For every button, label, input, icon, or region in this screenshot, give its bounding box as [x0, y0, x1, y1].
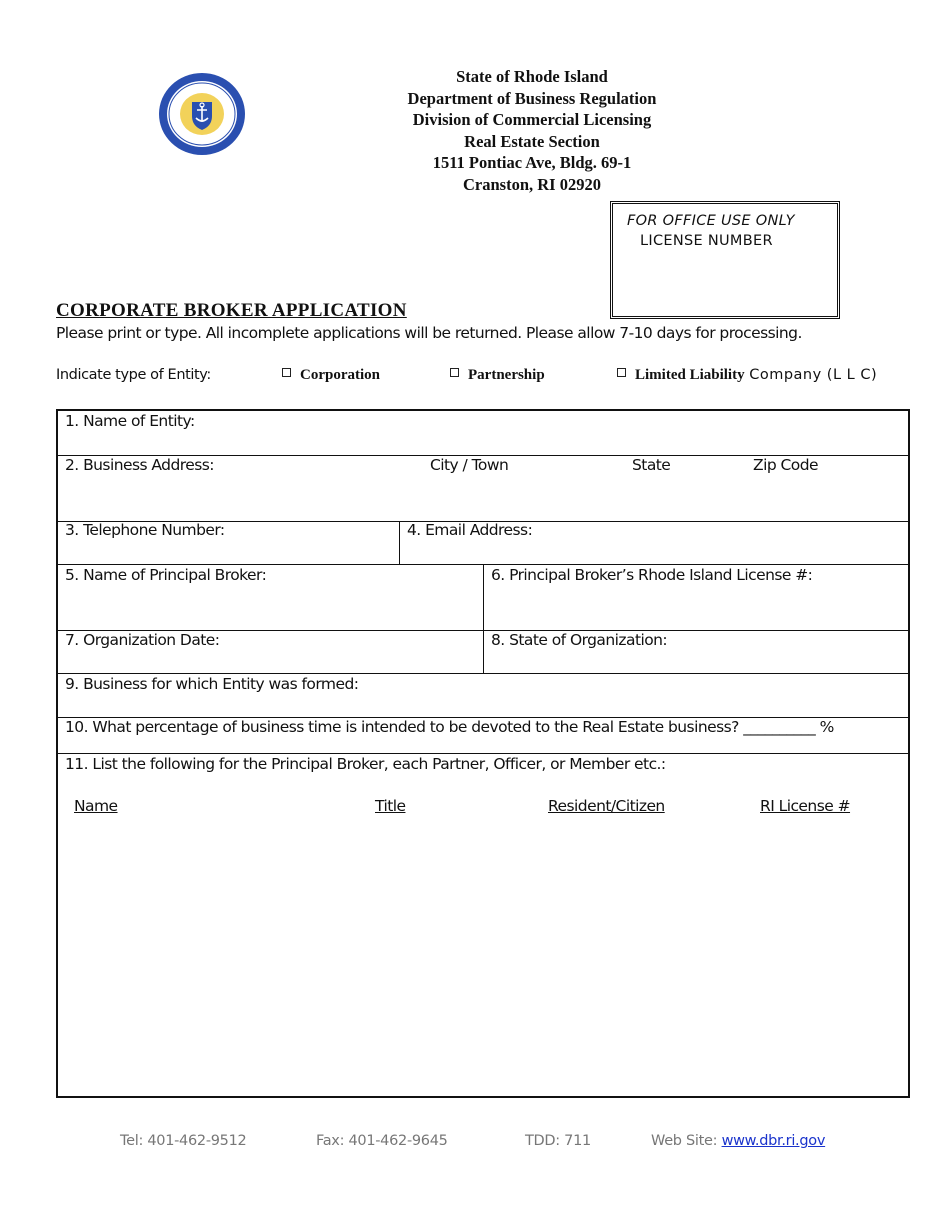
field-percentage-business-time[interactable]: 10. What percentage of business time is intended to be devoted to the Real Estate business? __________ % — [65, 718, 834, 736]
column-header-resident-citizen: Resident/Citizen — [548, 797, 665, 815]
llc-suffix: Company (L L C) — [749, 367, 878, 383]
agency-line-city: Cranston, RI 02920 — [463, 174, 601, 194]
office-use-label: FOR OFFICE USE ONLY — [627, 213, 795, 229]
field-telephone-number[interactable]: 3. Telephone Number: — [65, 521, 225, 539]
checkbox-icon[interactable] — [617, 368, 626, 377]
column-header-ri-license: RI License # — [760, 797, 851, 815]
column-header-name: Name — [74, 797, 118, 815]
column-divider — [399, 521, 400, 564]
field-business-purpose[interactable]: 9. Business for which Entity was formed: — [65, 675, 359, 693]
column-header-title: Title — [375, 797, 406, 815]
field-organization-date[interactable]: 7. Organization Date: — [65, 631, 220, 649]
field-principal-broker-name[interactable]: 5. Name of Principal Broker: — [65, 566, 267, 584]
entity-option-partnership[interactable]: Partnership — [450, 367, 545, 384]
field-state[interactable]: State — [632, 456, 671, 474]
department-seal-logo — [158, 72, 246, 156]
checkbox-icon[interactable] — [282, 368, 291, 377]
field-email-address[interactable]: 4. Email Address: — [407, 521, 533, 539]
agency-line-division: Division of Commercial Licensing — [412, 110, 652, 129]
footer-fax: Fax: 401-462-9645 — [316, 1133, 448, 1149]
footer-telephone: Tel: 401-462-9512 — [120, 1133, 247, 1149]
row-divider — [58, 753, 908, 754]
form-title: CORPORATE BROKER APPLICATION — [56, 300, 407, 321]
row-divider — [58, 673, 908, 674]
field-city-town[interactable]: City / Town — [430, 456, 509, 474]
field-state-of-organization[interactable]: 8. State of Organization: — [491, 631, 668, 649]
entity-option-corporation[interactable]: Corporation — [282, 367, 380, 384]
instructions-text: Please print or type. All incomplete applications will be returned. Please allow 7-10 days for processing. — [56, 324, 802, 342]
agency-line-section: Real Estate Section — [464, 131, 600, 151]
office-use-box[interactable] — [610, 201, 840, 319]
column-divider — [483, 564, 484, 673]
website-label: Web Site: — [651, 1133, 718, 1149]
agency-line-street: 1511 Pontiac Ave, Bldg. 69-1 — [432, 153, 632, 172]
field-list-officers[interactable]: 11. List the following for the Principal Broker, each Partner, Officer, or Member etc.: — [65, 755, 666, 773]
field-name-of-entity[interactable]: 1. Name of Entity: — [65, 412, 195, 430]
field-principal-broker-license[interactable]: 6. Principal Broker’s Rhode Island License #: — [491, 566, 813, 584]
entity-type-row — [56, 367, 916, 389]
license-number-label: LICENSE NUMBER — [640, 233, 773, 249]
agency-address-block — [332, 66, 732, 195]
footer-tdd: TDD: 711 — [525, 1133, 591, 1149]
agency-line-department: Department of Business Regulation — [407, 88, 657, 108]
checkbox-icon[interactable] — [450, 368, 459, 377]
agency-line-state: State of Rhode Island — [456, 67, 608, 86]
entity-type-label: Indicate type of Entity: — [56, 367, 211, 383]
application-form-grid — [56, 409, 910, 1098]
website-link[interactable]: www.dbr.ri.gov — [721, 1133, 826, 1149]
footer-website — [651, 1133, 825, 1149]
field-business-address[interactable]: 2. Business Address: — [65, 456, 214, 474]
entity-option-llc[interactable]: Limited Liability Company (L L C) — [617, 367, 877, 384]
field-zip-code[interactable]: Zip Code — [753, 456, 818, 474]
